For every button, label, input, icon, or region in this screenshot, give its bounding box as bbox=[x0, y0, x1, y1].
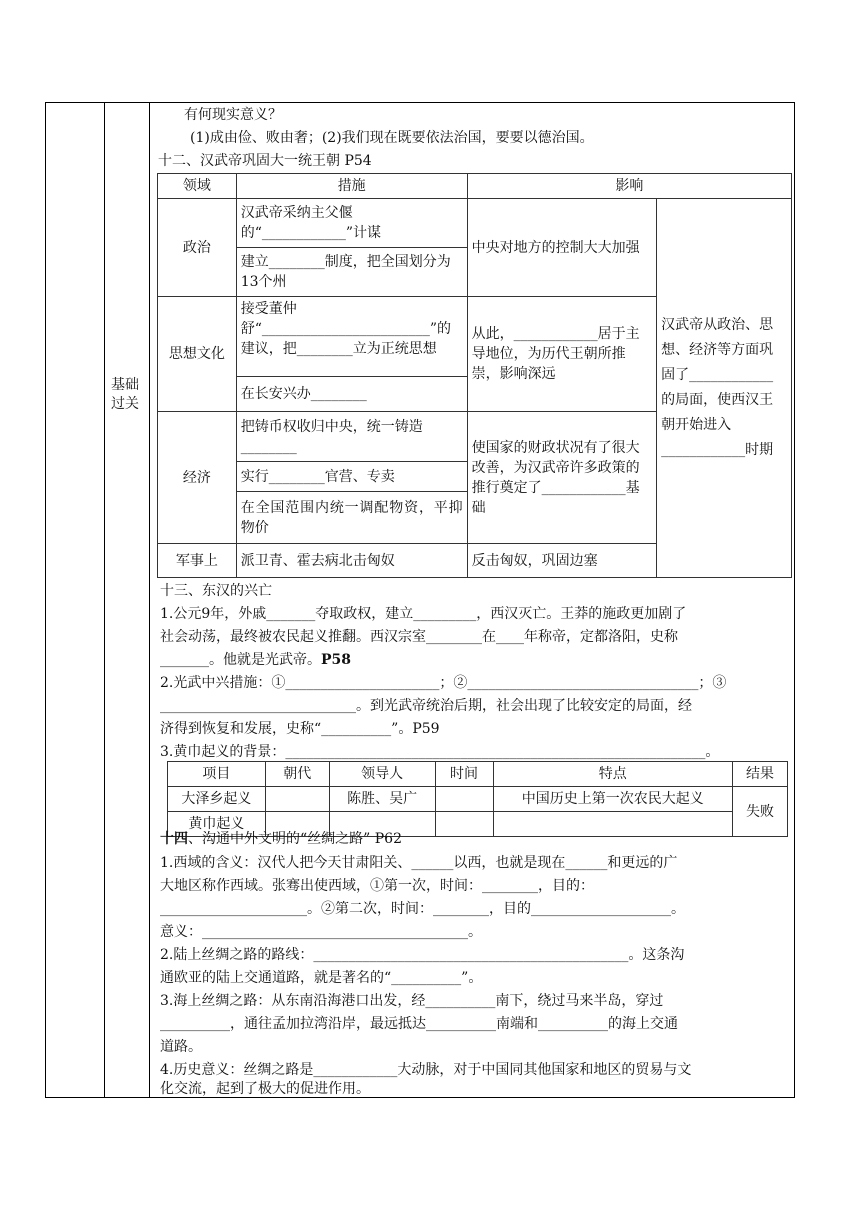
header-time: 时间 bbox=[435, 762, 493, 787]
text-line: 社会动荡，最终被农民起义推翻。西汉宗室________在____年称帝，定都洛阳，史称 bbox=[160, 629, 678, 645]
text-line: 2.光武中兴措施：①______________________；②_________________________________；③ bbox=[160, 675, 727, 691]
text-line bbox=[160, 651, 351, 670]
uprising-time bbox=[435, 812, 493, 837]
uprising-name: 大泽乡起义 bbox=[168, 787, 266, 812]
impact-cell: 使国家的财政状况有了很大改善，为汉武帝许多政策的推行奠定了____________基础 bbox=[467, 412, 657, 544]
uprising-name: 黄巾起义 bbox=[168, 812, 266, 837]
measure-cell: 汉武帝采纳主父偃的“____________”计谋 bbox=[236, 199, 467, 248]
measure-cell: 把铸币权收归中央，统一铸造________ bbox=[236, 412, 467, 462]
impact-cell: 中央对地方的控制大大加强 bbox=[467, 199, 657, 297]
header-dynasty: 朝代 bbox=[265, 762, 329, 787]
section-14-number: 十四 bbox=[160, 831, 188, 847]
header-impact: 影响 bbox=[467, 174, 791, 199]
section-14-title bbox=[160, 830, 402, 849]
text-line: __________，通往孟加拉湾沿岸，最远抵达__________南端和__________的海上交通 bbox=[160, 1016, 678, 1032]
column-divider bbox=[104, 103, 105, 1097]
uprising-dynasty bbox=[265, 787, 329, 812]
text-line: 3.海上丝绸之路：从东南沿海港口出发，经__________南下，绕过马来半岛，穿过 bbox=[160, 993, 664, 1009]
domain-military: 军事上 bbox=[158, 544, 237, 578]
uprising-time bbox=[435, 787, 493, 812]
header-feature: 特点 bbox=[493, 762, 733, 787]
uprising-feature: 中国历史上第一次农民大起义 bbox=[493, 787, 733, 812]
text-line: ____________________________。到光武帝统治后期，社会出现了比较安定的局面，经 bbox=[160, 698, 692, 714]
section-12-title-text: 十二、汉武帝巩固大一统王朝 P54 bbox=[158, 153, 372, 169]
measure-cell: 在全国范围内统一调配物资，平抑物价 bbox=[236, 492, 467, 544]
text-line: 通欧亚的陆上交通道路，就是著名的“__________”。 bbox=[160, 970, 483, 986]
section-13-title: 十三、东汉的兴亡 bbox=[160, 583, 272, 599]
measure-cell: 派卫青、霍去病北击匈奴 bbox=[236, 544, 467, 578]
uprising-feature bbox=[493, 812, 733, 837]
text-line: 化交流，起到了极大的促进作用。 bbox=[160, 1081, 370, 1097]
text-line: 4.历史意义：丝绸之路是____________大动脉，对于中国同其他国家和地区的贸易与文 bbox=[160, 1062, 692, 1078]
text-line: 1.公元9年，外戚_______夺取政权，建立_________，西汉灭亡。王莽的施政更加剧了 bbox=[160, 606, 687, 622]
header-domain: 领域 bbox=[158, 174, 237, 199]
text-line: 意义：______________________________________。 bbox=[160, 924, 482, 940]
measure-cell: 在长安兴办________ bbox=[236, 377, 467, 412]
impact-cell: 从此，____________居于主导地位，为历代王朝所推崇，影响深远 bbox=[467, 297, 657, 412]
domain-economy: 经济 bbox=[158, 412, 237, 544]
uprising-leader: 陈胜、吴广 bbox=[329, 787, 435, 812]
header-measures: 措施 bbox=[236, 174, 467, 199]
header-result: 结果 bbox=[733, 762, 788, 787]
page-ref: P58 bbox=[321, 652, 352, 668]
uprising-result: 失败 bbox=[733, 787, 788, 837]
column-divider bbox=[149, 103, 150, 1097]
text-line: 济得到恢复和发展，史称“__________”。P59 bbox=[160, 721, 440, 737]
text-span: _______。他就是光武帝。 bbox=[160, 652, 321, 668]
text-line: 3.黄巾起义的背景：____________________________________________________________。 bbox=[160, 744, 720, 760]
header-item: 项目 bbox=[168, 762, 266, 787]
section-12-table bbox=[157, 173, 792, 578]
text-line: 大地区称作西域。张骞出使西域，①第一次，时间：________，目的： bbox=[160, 878, 594, 894]
summary-cell: 汉武帝从政治、思想、经济等方面巩固了____________的局面，使西汉王朝开始进入____________时期 bbox=[657, 199, 792, 578]
measure-cell: 接受董仲舒“________________________”的建议，把________立为正统思想 bbox=[236, 297, 467, 377]
header-leader: 领导人 bbox=[329, 762, 435, 787]
measure-cell: 建立________制度，把全国划分为13个州 bbox=[236, 248, 467, 297]
text-line: 1.西域的含义：汉代人把今天甘肃阳关、______以西，也就是现在______和更远的广 bbox=[160, 855, 678, 871]
section-14-title-text: 、沟通中外文明的“丝绸之路” P62 bbox=[188, 831, 402, 847]
intro-question: 有何现实意义？ bbox=[184, 107, 282, 123]
measure-cell: 实行________官营、专卖 bbox=[236, 462, 467, 492]
section-12-title bbox=[158, 152, 372, 171]
text-line: _____________________。②第二次，时间：________，目的____________________。 bbox=[160, 901, 685, 917]
domain-politics: 政治 bbox=[158, 199, 237, 297]
text-line: 2.陆上丝绸之路的路线：_____________________________________________。这条沟 bbox=[160, 947, 685, 963]
impact-cell: 反击匈奴，巩固边塞 bbox=[467, 544, 657, 578]
text-line: 道路。 bbox=[160, 1039, 202, 1055]
uprising-table bbox=[167, 761, 788, 837]
domain-culture: 思想文化 bbox=[158, 297, 237, 412]
intro-answer: (1)成由俭、败由奢；(2)我们现在既要依法治国，要要以德治国。 bbox=[190, 130, 594, 146]
section-side-label: 基础过关 bbox=[111, 377, 139, 412]
